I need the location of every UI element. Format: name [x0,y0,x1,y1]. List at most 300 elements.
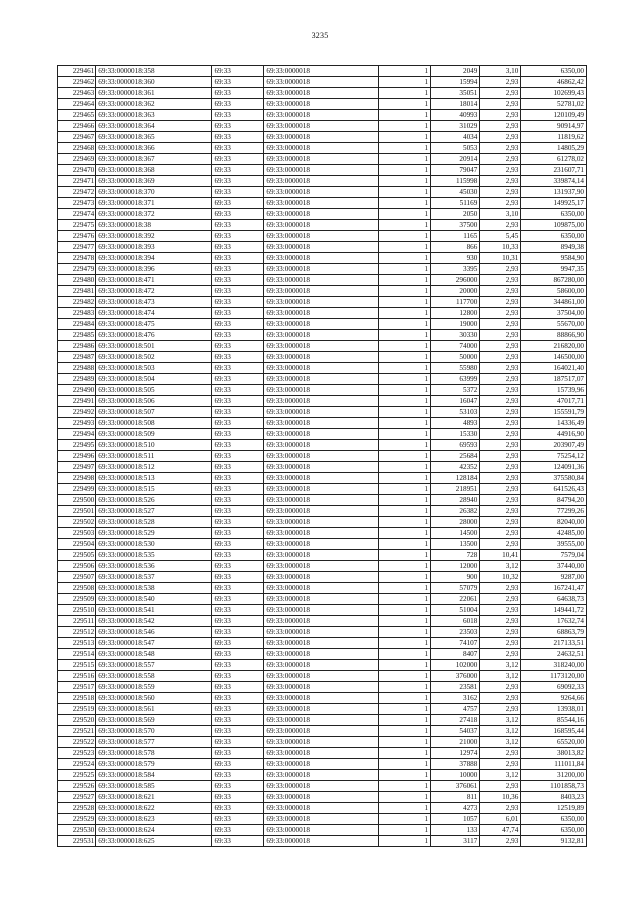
cadastral-number-cell: 69:33:0000018:625 [96,836,212,847]
value-cell: 109875,00 [521,220,587,231]
area-cell: 50000 [431,352,480,363]
rate-cell: 2,93 [480,198,521,209]
region-code-cell: 69:33 [212,594,264,605]
count-cell: 1 [379,814,431,825]
region-code-cell: 69:33 [212,638,264,649]
area-cell: 37500 [431,220,480,231]
value-cell: 88866,90 [521,330,587,341]
value-cell: 37504,00 [521,308,587,319]
region-code-cell: 69:33 [212,451,264,462]
rate-cell: 2,93 [480,704,521,715]
cadastral-quarter-cell: 69:33:0000018 [264,132,379,143]
cadastral-quarter-cell: 69:33:0000018 [264,385,379,396]
row-number-cell: 229502 [58,517,96,528]
table-row [58,660,587,671]
cadastral-quarter-cell: 69:33:0000018 [264,143,379,154]
row-number-cell: 229494 [58,429,96,440]
area-cell: 218951 [431,484,480,495]
count-cell: 1 [379,165,431,176]
table-row [58,165,587,176]
table-row [58,220,587,231]
rate-cell: 2,93 [480,473,521,484]
area-cell: 102000 [431,660,480,671]
rate-cell: 2,93 [480,297,521,308]
count-cell: 1 [379,759,431,770]
cadastral-number-cell: 69:33:0000018:538 [96,583,212,594]
row-number-cell: 229528 [58,803,96,814]
rate-cell: 2,93 [480,77,521,88]
value-cell: 6350,00 [521,825,587,836]
value-cell: 9584,90 [521,253,587,264]
cadastral-number-cell: 69:33:0000018:546 [96,627,212,638]
region-code-cell: 69:33 [212,154,264,165]
row-number-cell: 229478 [58,253,96,264]
row-number-cell: 229467 [58,132,96,143]
table-row [58,638,587,649]
rate-cell: 3,10 [480,209,521,220]
rate-cell: 2,93 [480,352,521,363]
count-cell: 1 [379,121,431,132]
row-number-cell: 229475 [58,220,96,231]
count-cell: 1 [379,649,431,660]
region-code-cell: 69:33 [212,792,264,803]
cadastral-quarter-cell: 69:33:0000018 [264,121,379,132]
count-cell: 1 [379,374,431,385]
cadastral-number-cell: 69:33:0000018:393 [96,242,212,253]
row-number-cell: 229462 [58,77,96,88]
rate-cell: 2,93 [480,616,521,627]
value-cell: 216820,00 [521,341,587,352]
table-row [58,715,587,726]
rate-cell: 2,93 [480,495,521,506]
table-row [58,88,587,99]
region-code-cell: 69:33 [212,583,264,594]
table-row [58,440,587,451]
cadastral-number-cell: 69:33:0000018:505 [96,385,212,396]
value-cell: 84794,20 [521,495,587,506]
table-row [58,264,587,275]
table-row [58,187,587,198]
cadastral-quarter-cell: 69:33:0000018 [264,363,379,374]
count-cell: 1 [379,682,431,693]
table-row [58,418,587,429]
area-cell: 55980 [431,363,480,374]
row-number-cell: 229500 [58,495,96,506]
table-row [58,429,587,440]
cadastral-number-cell: 69:33:0000018:584 [96,770,212,781]
row-number-cell: 229521 [58,726,96,737]
value-cell: 339874,14 [521,176,587,187]
count-cell: 1 [379,275,431,286]
row-number-cell: 229483 [58,308,96,319]
row-number-cell: 229526 [58,781,96,792]
row-number-cell: 229492 [58,407,96,418]
cadastral-number-cell: 69:33:0000018:570 [96,726,212,737]
count-cell: 1 [379,132,431,143]
value-cell: 12519,89 [521,803,587,814]
area-cell: 128184 [431,473,480,484]
cadastral-number-cell: 69:33:0000018:513 [96,473,212,484]
count-cell: 1 [379,253,431,264]
area-cell: 811 [431,792,480,803]
row-number-cell: 229477 [58,242,96,253]
cadastral-number-cell: 69:33:0000018:503 [96,363,212,374]
cadastral-quarter-cell: 69:33:0000018 [264,693,379,704]
row-number-cell: 229485 [58,330,96,341]
cadastral-number-cell: 69:33:0000018:529 [96,528,212,539]
cadastral-quarter-cell: 69:33:0000018 [264,110,379,121]
region-code-cell: 69:33 [212,385,264,396]
row-number-cell: 229531 [58,836,96,847]
cadastral-quarter-cell: 69:33:0000018 [264,66,379,77]
row-number-cell: 229515 [58,660,96,671]
rate-cell: 2,93 [480,781,521,792]
cadastral-number-cell: 69:33:0000018:557 [96,660,212,671]
cadastral-number-cell: 69:33:0000018:471 [96,275,212,286]
region-code-cell: 69:33 [212,506,264,517]
cadastral-number-cell: 69:33:0000018:372 [96,209,212,220]
region-code-cell: 69:33 [212,198,264,209]
cadastral-quarter-cell: 69:33:0000018 [264,352,379,363]
cadastral-number-cell: 69:33:0000018:585 [96,781,212,792]
cadastral-number-cell: 69:33:0000018:579 [96,759,212,770]
rate-cell: 2,93 [480,176,521,187]
rate-cell: 2,93 [480,528,521,539]
value-cell: 85544,16 [521,715,587,726]
value-cell: 14805,29 [521,143,587,154]
value-cell: 1173120,00 [521,671,587,682]
count-cell: 1 [379,770,431,781]
area-cell: 21000 [431,737,480,748]
row-number-cell: 229510 [58,605,96,616]
region-code-cell: 69:33 [212,110,264,121]
region-code-cell: 69:33 [212,770,264,781]
area-cell: 28000 [431,517,480,528]
rate-cell: 2,93 [480,308,521,319]
value-cell: 64638,73 [521,594,587,605]
value-cell: 641526,43 [521,484,587,495]
value-cell: 164021,40 [521,363,587,374]
cadastral-quarter-cell: 69:33:0000018 [264,187,379,198]
cadastral-number-cell: 69:33:0000018:559 [96,682,212,693]
region-code-cell: 69:33 [212,572,264,583]
cadastral-quarter-cell: 69:33:0000018 [264,407,379,418]
area-cell: 1165 [431,231,480,242]
count-cell: 1 [379,66,431,77]
rate-cell: 2,93 [480,462,521,473]
cadastral-number-cell: 69:33:0000018:560 [96,693,212,704]
rate-cell: 3,12 [480,715,521,726]
table-row [58,836,587,847]
area-cell: 63999 [431,374,480,385]
cadastral-quarter-cell: 69:33:0000018 [264,792,379,803]
cadastral-number-cell: 69:33:0000018:536 [96,561,212,572]
area-cell: 27418 [431,715,480,726]
count-cell: 1 [379,209,431,220]
rate-cell: 6,01 [480,814,521,825]
value-cell: 65520,00 [521,737,587,748]
rate-cell: 3,12 [480,561,521,572]
row-number-cell: 229471 [58,176,96,187]
rate-cell: 2,93 [480,264,521,275]
rate-cell: 2,93 [480,583,521,594]
table-row [58,594,587,605]
row-number-cell: 229504 [58,539,96,550]
count-cell: 1 [379,264,431,275]
area-cell: 31029 [431,121,480,132]
rate-cell: 2,93 [480,649,521,660]
cadastral-number-cell: 69:33:0000018:473 [96,297,212,308]
value-cell: 6350,00 [521,209,587,220]
area-cell: 3117 [431,836,480,847]
cadastral-number-cell: 69:33:0000018:476 [96,330,212,341]
value-cell: 9132,81 [521,836,587,847]
rate-cell: 2,93 [480,286,521,297]
count-cell: 1 [379,781,431,792]
table-row [58,583,587,594]
rate-cell: 2,93 [480,385,521,396]
value-cell: 52781,02 [521,99,587,110]
value-cell: 44916,90 [521,429,587,440]
cadastral-number-cell: 69:33:0000018:569 [96,715,212,726]
rate-cell: 2,93 [480,154,521,165]
rate-cell: 2,93 [480,638,521,649]
row-number-cell: 229474 [58,209,96,220]
cadastral-number-cell: 69:33:0000018:621 [96,792,212,803]
value-cell: 11819,62 [521,132,587,143]
count-cell: 1 [379,429,431,440]
table-row [58,308,587,319]
region-code-cell: 69:33 [212,484,264,495]
cadastral-number-cell: 69:33:0000018:363 [96,110,212,121]
cadastral-quarter-cell: 69:33:0000018 [264,495,379,506]
row-number-cell: 229507 [58,572,96,583]
area-cell: 20914 [431,154,480,165]
cadastral-quarter-cell: 69:33:0000018 [264,759,379,770]
table-row [58,550,587,561]
area-cell: 12974 [431,748,480,759]
row-number-cell: 229503 [58,528,96,539]
table-row [58,781,587,792]
area-cell: 1057 [431,814,480,825]
table-row [58,572,587,583]
rate-cell: 2,93 [480,220,521,231]
region-code-cell: 69:33 [212,561,264,572]
rate-cell: 47,74 [480,825,521,836]
region-code-cell: 69:33 [212,341,264,352]
region-code-cell: 69:33 [212,99,264,110]
region-code-cell: 69:33 [212,253,264,264]
table-row [58,319,587,330]
region-code-cell: 69:33 [212,825,264,836]
table-row [58,473,587,484]
count-cell: 1 [379,198,431,209]
count-cell: 1 [379,704,431,715]
region-code-cell: 69:33 [212,264,264,275]
cadastral-quarter-cell: 69:33:0000018 [264,220,379,231]
cadastral-quarter-cell: 69:33:0000018 [264,803,379,814]
table-row [58,176,587,187]
area-cell: 45030 [431,187,480,198]
row-number-cell: 229472 [58,187,96,198]
cadastral-number-cell: 69:33:0000018:622 [96,803,212,814]
count-cell: 1 [379,286,431,297]
region-code-cell: 69:33 [212,539,264,550]
table-row [58,275,587,286]
count-cell: 1 [379,715,431,726]
table-row [58,792,587,803]
row-number-cell: 229490 [58,385,96,396]
area-cell: 51004 [431,605,480,616]
cadastral-number-cell: 69:33:0000018:501 [96,341,212,352]
row-number-cell: 229516 [58,671,96,682]
row-number-cell: 229486 [58,341,96,352]
region-code-cell: 69:33 [212,407,264,418]
count-cell: 1 [379,363,431,374]
rate-cell: 2,93 [480,418,521,429]
value-cell: 24632,51 [521,649,587,660]
value-cell: 102699,43 [521,88,587,99]
cadastral-quarter-cell: 69:33:0000018 [264,462,379,473]
table-row [58,484,587,495]
cadastral-quarter-cell: 69:33:0000018 [264,330,379,341]
row-number-cell: 229518 [58,693,96,704]
count-cell: 1 [379,407,431,418]
rate-cell: 3,12 [480,770,521,781]
value-cell: 120109,49 [521,110,587,121]
row-number-cell: 229498 [58,473,96,484]
cadastral-number-cell: 69:33:0000018:364 [96,121,212,132]
cadastral-number-cell: 69:33:0000018:361 [96,88,212,99]
count-cell: 1 [379,550,431,561]
area-cell: 74000 [431,341,480,352]
region-code-cell: 69:33 [212,803,264,814]
count-cell: 1 [379,671,431,682]
count-cell: 1 [379,88,431,99]
cadastral-number-cell: 69:33:0000018:511 [96,451,212,462]
area-cell: 376000 [431,671,480,682]
region-code-cell: 69:33 [212,319,264,330]
region-code-cell: 69:33 [212,308,264,319]
cadastral-number-cell: 69:33:0000018:509 [96,429,212,440]
table-row [58,231,587,242]
region-code-cell: 69:33 [212,440,264,451]
count-cell: 1 [379,539,431,550]
cadastral-number-cell: 69:33:0000018:510 [96,440,212,451]
cadastral-quarter-cell: 69:33:0000018 [264,231,379,242]
rate-cell: 2,93 [480,143,521,154]
cadastral-quarter-cell: 69:33:0000018 [264,209,379,220]
cadastral-quarter-cell: 69:33:0000018 [264,748,379,759]
cadastral-number-cell: 69:33:0000018:365 [96,132,212,143]
cadastral-quarter-cell: 69:33:0000018 [264,572,379,583]
row-number-cell: 229465 [58,110,96,121]
value-cell: 39555,00 [521,539,587,550]
count-cell: 1 [379,836,431,847]
cadastral-quarter-cell: 69:33:0000018 [264,297,379,308]
value-cell: 8949,38 [521,242,587,253]
table-row [58,803,587,814]
area-cell: 16047 [431,396,480,407]
region-code-cell: 69:33 [212,715,264,726]
cadastral-number-cell: 69:33:0000018:515 [96,484,212,495]
value-cell: 6350,00 [521,231,587,242]
rate-cell: 2,93 [480,99,521,110]
table-row [58,693,587,704]
value-cell: 9264,66 [521,693,587,704]
table-row [58,704,587,715]
table-row [58,286,587,297]
region-code-cell: 69:33 [212,143,264,154]
rate-cell: 2,93 [480,836,521,847]
cadastral-quarter-cell: 69:33:0000018 [264,396,379,407]
cadastral-quarter-cell: 69:33:0000018 [264,264,379,275]
count-cell: 1 [379,517,431,528]
count-cell: 1 [379,792,431,803]
rate-cell: 2,93 [480,110,521,121]
region-code-cell: 69:33 [212,132,264,143]
value-cell: 867280,00 [521,275,587,286]
cadastral-quarter-cell: 69:33:0000018 [264,275,379,286]
cadastral-quarter-cell: 69:33:0000018 [264,726,379,737]
area-cell: 8407 [431,649,480,660]
region-code-cell: 69:33 [212,286,264,297]
cadastral-quarter-cell: 69:33:0000018 [264,528,379,539]
area-cell: 4034 [431,132,480,143]
rate-cell: 2,93 [480,594,521,605]
table-row [58,539,587,550]
table-row [58,110,587,121]
cadastral-quarter-cell: 69:33:0000018 [264,242,379,253]
rate-cell: 2,93 [480,121,521,132]
area-cell: 19000 [431,319,480,330]
region-code-cell: 69:33 [212,231,264,242]
area-cell: 13500 [431,539,480,550]
rate-cell: 2,93 [480,803,521,814]
table-row [58,209,587,220]
count-cell: 1 [379,330,431,341]
region-code-cell: 69:33 [212,66,264,77]
cadastral-number-cell: 69:33:0000018:368 [96,165,212,176]
cadastral-number-cell: 69:33:0000018:362 [96,99,212,110]
area-cell: 18014 [431,99,480,110]
cadastral-quarter-cell: 69:33:0000018 [264,374,379,385]
region-code-cell: 69:33 [212,528,264,539]
cadastral-quarter-cell: 69:33:0000018 [264,660,379,671]
area-cell: 23581 [431,682,480,693]
row-number-cell: 229530 [58,825,96,836]
area-cell: 37888 [431,759,480,770]
rate-cell: 2,93 [480,440,521,451]
area-cell: 866 [431,242,480,253]
count-cell: 1 [379,143,431,154]
row-number-cell: 229509 [58,594,96,605]
rate-cell: 10,31 [480,253,521,264]
count-cell: 1 [379,803,431,814]
value-cell: 61278,02 [521,154,587,165]
row-number-cell: 229523 [58,748,96,759]
cadastral-number-cell: 69:33:0000018:371 [96,198,212,209]
value-cell: 9947,35 [521,264,587,275]
count-cell: 1 [379,638,431,649]
cadastral-quarter-cell: 69:33:0000018 [264,484,379,495]
count-cell: 1 [379,110,431,121]
table-row [58,242,587,253]
value-cell: 55670,00 [521,319,587,330]
value-cell: 203907,49 [521,440,587,451]
count-cell: 1 [379,561,431,572]
cadastral-quarter-cell: 69:33:0000018 [264,253,379,264]
